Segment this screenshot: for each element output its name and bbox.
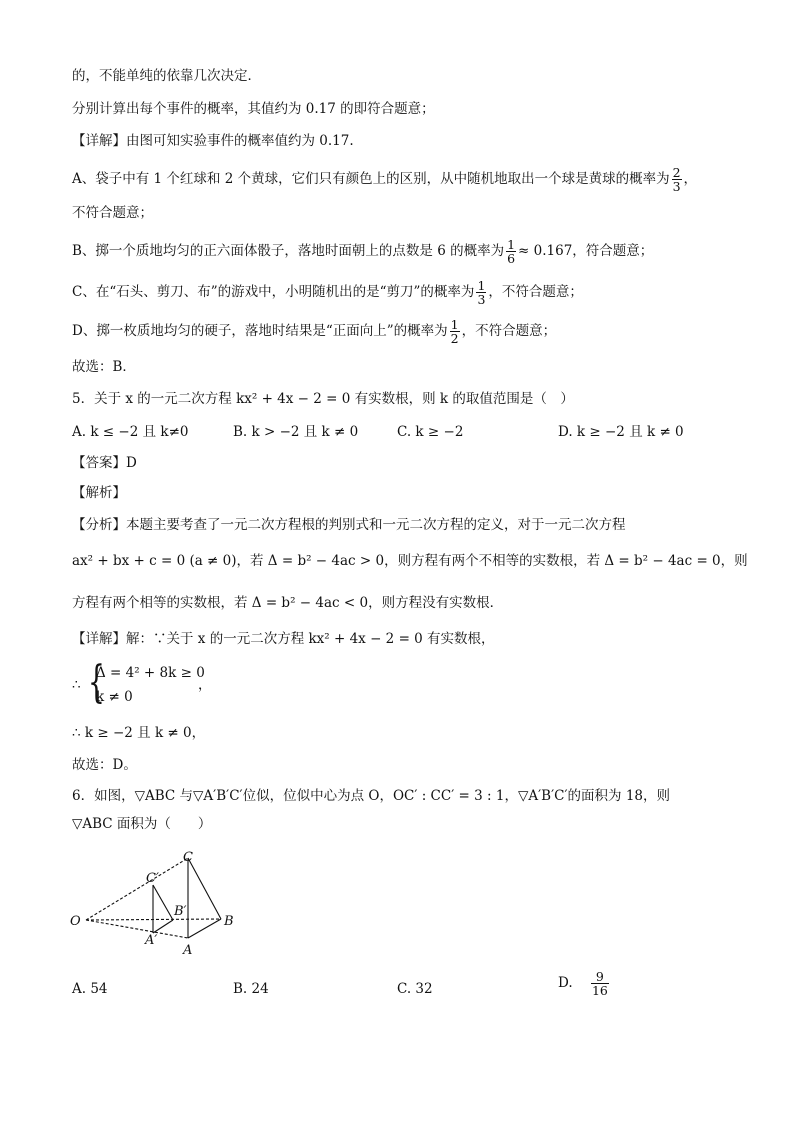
q5-option-d: D. k ≥ −2 且 k ≠ 0 xyxy=(558,424,684,440)
text: ，不符合题意； xyxy=(488,284,583,300)
answer-value: D xyxy=(126,455,137,471)
label-c: C xyxy=(183,850,193,865)
analysis-subtag: 【分析】 xyxy=(72,517,126,533)
detail-tag: 【详解】 xyxy=(72,631,126,647)
q6-option-b: B. 24 xyxy=(233,981,269,997)
denominator: 6 xyxy=(507,251,516,266)
label-a: A xyxy=(183,943,193,958)
option-b-explain xyxy=(72,238,653,265)
q6-option-d xyxy=(558,970,611,997)
option-label: D. xyxy=(558,975,573,991)
text: ≈ 0.167，符合题意； xyxy=(518,243,654,259)
text-line: 的，不能单纯的依靠几次决定． xyxy=(72,68,261,84)
segment-ab xyxy=(188,919,221,938)
denominator: 16 xyxy=(591,983,608,998)
selection-line: 故选：B． xyxy=(72,359,136,375)
option-c-explain xyxy=(72,279,583,306)
label-b: B xyxy=(224,914,234,929)
analysis-tag: 【解析】 xyxy=(72,485,126,501)
analysis-line xyxy=(72,516,626,534)
q5-option-c: C. k ≥ −2 xyxy=(397,424,464,440)
text: ，不符合题意； xyxy=(461,323,557,339)
fraction xyxy=(591,970,609,997)
label-a-prime: A′ xyxy=(145,933,158,948)
numerator: 9 xyxy=(591,970,609,984)
text: C、在“石头、剪刀、布”的游戏中，小明随机出的是“剪刀”的概率为 xyxy=(72,284,475,300)
fraction xyxy=(506,238,516,265)
system-eq-2: k ≠ 0 xyxy=(96,689,133,705)
label-b-prime: B′ xyxy=(174,904,187,919)
denominator: 2 xyxy=(450,331,459,346)
analysis-line: ax² + bx + c = 0 (a ≠ 0)，若 Δ = b² − 4ac > 0，则方程有两个不相等的实数根，若 Δ = b² − 4ac = 0，则 xyxy=(72,553,748,569)
fraction xyxy=(476,279,486,306)
question-5: 5．关于 x 的一元二次方程 kx² + 4x − 2 = 0 有实数根，则 k 的取值范围是（ ） xyxy=(72,391,574,407)
detail-line xyxy=(72,630,495,648)
system-brace: { xyxy=(88,657,105,708)
text-line: 不符合题意； xyxy=(72,205,153,221)
system-comma: ， xyxy=(198,677,212,693)
homothety-figure xyxy=(66,848,246,958)
label-c-prime: C′ xyxy=(146,871,159,886)
text: A、袋子中有 1 个红球和 2 个黄球，它们只有颜色上的区别，从中随机地取出一个球是黄球的概率为 xyxy=(72,171,670,187)
q6-option-c: C. 32 xyxy=(397,981,433,997)
therefore-symbol: ∴ xyxy=(72,677,81,693)
q6-option-a: A. 54 xyxy=(72,981,108,997)
result-line: ∴ k ≥ −2 且 k ≠ 0， xyxy=(72,725,206,741)
detail-text: 解：∵关于 x 的一元二次方程 kx² + 4x − 2 = 0 有实数根， xyxy=(126,631,495,647)
detail-tag: 【详解】 xyxy=(72,133,126,149)
fraction xyxy=(672,166,682,193)
fraction xyxy=(450,318,460,345)
system-eq-1: Δ = 4² + 8k ≥ 0 xyxy=(96,665,205,681)
answer-line xyxy=(72,454,137,472)
text: ， xyxy=(683,171,698,187)
numerator: 2 xyxy=(672,165,681,180)
q5-option-a: A. k ≤ −2 且 k≠0 xyxy=(72,424,189,440)
segment-c1b1 xyxy=(153,885,173,920)
numerator: 1 xyxy=(477,278,486,293)
segment-cb xyxy=(188,858,221,919)
question-6-cont: ▽ABC 面积为（ ） xyxy=(72,816,212,832)
ray-oa xyxy=(86,920,188,938)
denominator: 3 xyxy=(672,179,681,194)
text-line: 分别计算出每个事件的概率，其值约为 0.17 的即符合题意； xyxy=(72,101,435,117)
numerator: 1 xyxy=(450,317,459,332)
analysis-text: 本题主要考查了一元二次方程根的判别式和一元二次方程的定义，对于一元二次方程 xyxy=(126,517,626,533)
detail-line xyxy=(72,132,354,150)
selection-line: 故选：D。 xyxy=(72,757,137,773)
text: D、掷一枚质地均匀的硬子，落地时结果是“正面向上”的概率为 xyxy=(72,323,448,339)
q5-option-b: B. k > −2 且 k ≠ 0 xyxy=(233,424,359,440)
detail-text: 由图可知实验事件的概率值约为 0.17. xyxy=(126,133,354,149)
segment-a1b1 xyxy=(153,920,173,933)
analysis-line: 方程有两个相等的实数根，若 Δ = b² − 4ac < 0，则方程没有实数根． xyxy=(72,595,504,611)
answer-tag: 【答案】 xyxy=(72,455,126,471)
text: B、掷一个质地均匀的正六面体骰子，落地时面朝上的点数是 6 的概率为 xyxy=(72,243,505,259)
denominator: 3 xyxy=(477,292,486,307)
ray-oc xyxy=(86,858,188,920)
label-o: O xyxy=(70,914,81,929)
question-6: 6．如图，▽ABC 与▽A′B′C′位似，位似中心为点 O，OC′ : CC′ = 3 : 1，▽A′B′C′的面积为 18，则 xyxy=(72,788,671,804)
option-a-explain xyxy=(72,166,697,193)
numerator: 1 xyxy=(507,237,516,252)
option-d-explain xyxy=(72,318,556,345)
